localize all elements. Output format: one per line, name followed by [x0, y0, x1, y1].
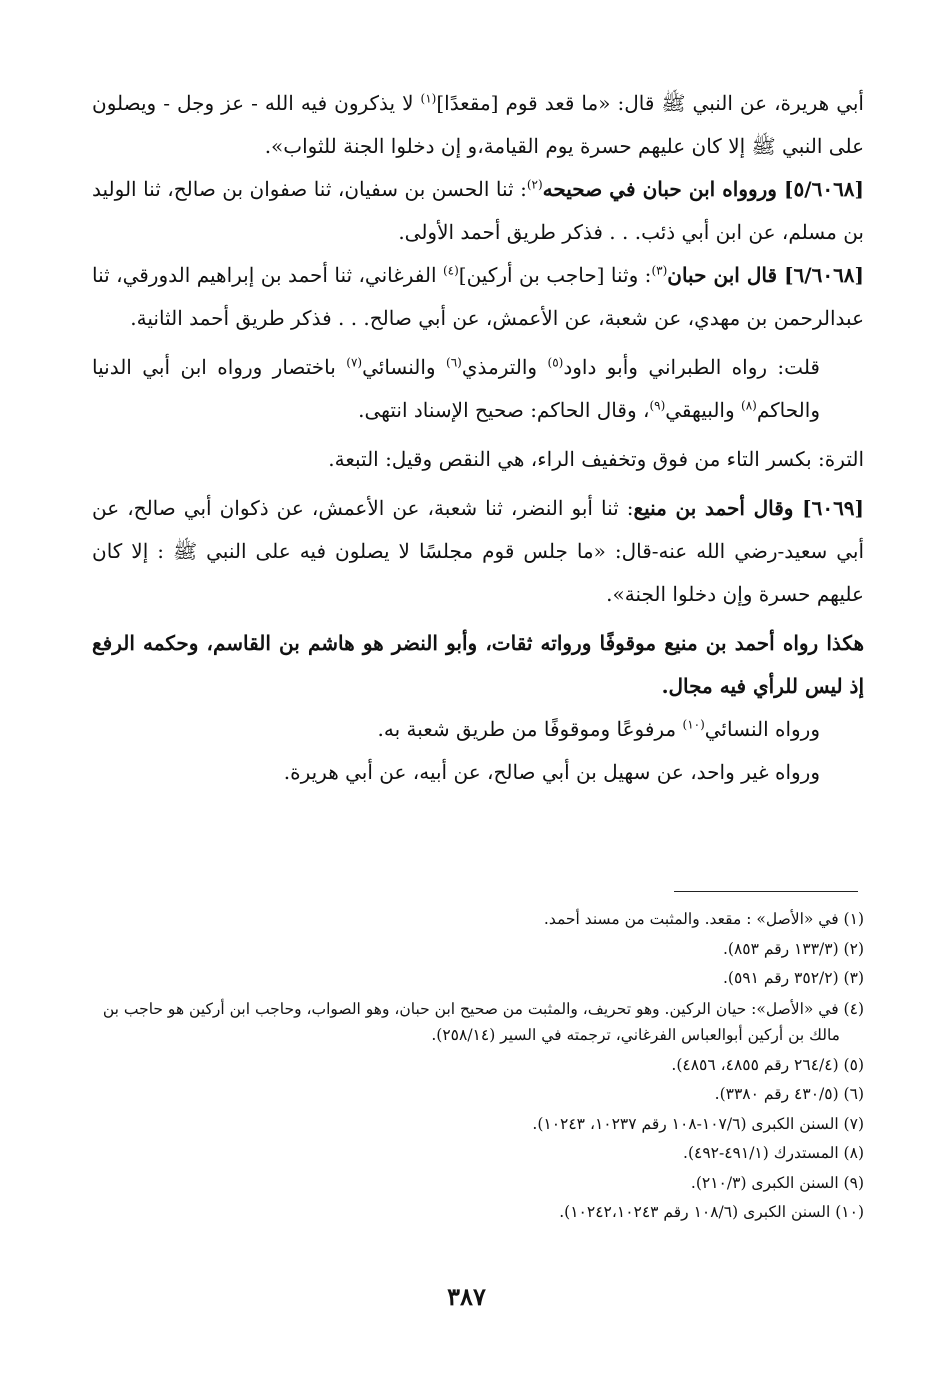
text-segment: الترة: بكسر التاء من فوق وتخفيف الراء، هي النقص وقيل: التبعة.: [328, 447, 864, 471]
footnote-3: (٣) (٣٥٢/٢ رقم ٥٩١).: [723, 969, 864, 987]
footnote-ref: (١): [420, 91, 437, 106]
paragraph-4: [92, 346, 864, 432]
text-segment: والترمذي: [461, 355, 548, 379]
footnote-ref: (٥): [547, 355, 564, 370]
footnotes: [92, 905, 864, 1228]
text-segment: الفرغاني، ثنا أحمد بن إبراهيم الدورقي، ثنا عبدالرحمن بن مهدي، عن شعبة، عن الأعمش، عن أبي صالح. . . فذكر طريق أحمد الثانية.: [92, 263, 864, 330]
paragraph-2: [92, 168, 864, 254]
text-segment: والنسائي: [362, 355, 447, 379]
page-number: ٣٨٧: [447, 1282, 486, 1311]
text-segment: لا يذكرون فيه الله - عز وجل - ويصلون على النبي ﷺ إلا كان عليهم حسرة يوم القيامة،و إن دخلوا الجنة للثواب».: [92, 91, 864, 158]
paragraph-8: [92, 708, 864, 751]
text-segment: : وثنا [حاجب بن أركين]: [458, 263, 652, 287]
main-text: [92, 82, 864, 794]
footnote-ref: (٩): [649, 398, 666, 413]
text-segment: قلت: رواه الطبراني وأبو داود: [563, 355, 820, 379]
footnote-ref: (٤): [442, 263, 459, 278]
paragraph-9: [92, 751, 864, 794]
text-segment: ، وقال الحاكم: صحيح الإسناد انتهى.: [358, 398, 650, 422]
footnote-ref: (٢): [526, 177, 543, 192]
paragraph-5: [92, 438, 864, 481]
text-segment: ورواه النسائي: [704, 717, 820, 741]
footnote-8: (٨) المستدرك (٤٩١/١-٤٩٢).: [683, 1144, 864, 1162]
paragraph-7: [92, 622, 864, 708]
text-segment: : ثنا الحسن بن سفيان، ثنا صفوان بن صالح، ثنا الوليد بن مسلم، عن ابن أبي ذئب. . . فذكر طريق أحمد الأولى.: [92, 177, 864, 244]
text-segment: والبيهقي: [665, 398, 742, 422]
hadith-heading: [٥/٦٠٦٨] وروواه ابن حبان في صحيحه: [542, 177, 865, 201]
footnote-ref: (٣): [651, 263, 668, 278]
hadith-heading: [٦٠٦٩] وقال أحمد بن منيع: [633, 496, 865, 520]
footnote-ref: (٦): [446, 355, 462, 370]
footnote-1: (١) في «الأصل» : مقعد. والمثبت من مسند أحمد.: [543, 910, 864, 928]
footnote-10: (١٠) السنن الكبرى (١٠٨/٦ رقم ١٠٢٤٢،١٠٢٤٣).: [559, 1203, 864, 1221]
footnote-2: (٢) (١٣٣/٣ رقم ٨٥٣).: [723, 939, 864, 958]
footnote-ref: (٧): [346, 355, 363, 370]
text-segment: باختصار ورواه ابن أبي الدنيا والحاكم: [92, 355, 820, 422]
paragraph-1: [92, 82, 864, 168]
footnote-7: (٧) السنن الكبرى (١٠٧/٦-١٠٨ رقم ١٠٢٣٧، ١٠٢٤٣).: [532, 1114, 864, 1133]
footnote-divider: [674, 891, 858, 892]
footnote-5: (٥) (٢٦٤/٤ رقم ٤٨٥٥، ٤٨٥٦).: [671, 1055, 864, 1074]
footnote-ref: (٨): [741, 398, 757, 413]
text-segment: ورواه غير واحد، عن سهيل بن أبي صالح، عن أبيه، عن أبي هريرة.: [283, 760, 820, 784]
footnote-4: (٤) في «الأصل»: حيان الركين. وهو تحريف، والمثبت من صحيح ابن حبان، وهو الصواب، وحاجب ابن أركين هو حاجب بن مالك بن أركين أبوالعباس الفرغاني، ترجمته في السير (٢٥٨/١٤).: [102, 999, 864, 1044]
text-segment: مرفوعًا وموقوفًا من طريق شعبة به.: [377, 717, 683, 741]
text-segment: أبي هريرة، عن النبي ﷺ قال: «ما قعد قوم [مقعدًا]: [436, 91, 864, 115]
hadith-heading: [٦/٦٠٦٨] قال ابن حبان: [667, 263, 865, 287]
footnote-6: (٦) (٤٣٠/٥ رقم ٣٣٨٠).: [714, 1085, 864, 1103]
paragraph-3: [92, 254, 864, 340]
footnote-9: (٩) السنن الكبرى (٢١٠/٣).: [690, 1173, 864, 1192]
text-segment: : ثنا أبو النضر، ثنا شعبة، عن الأعمش، عن ذكوان أبي صالح، عن أبي سعيد-رضي الله عنه-قال: «ما جلس قوم مجلسًا لا يصلون فيه على النبي ﷺ : إلا كان عليهم حسرة وإن دخلوا الجنة».: [92, 496, 864, 606]
text-segment: هكذا رواه أحمد بن منيع موقوفًا ورواته ثقات، وأبو النضر هو هاشم بن القاسم، وحكمه الرفع إذ ليس للرأي فيه مجال.: [92, 631, 864, 698]
footnote-ref: (١٠): [682, 717, 705, 732]
paragraph-6: [92, 487, 864, 616]
